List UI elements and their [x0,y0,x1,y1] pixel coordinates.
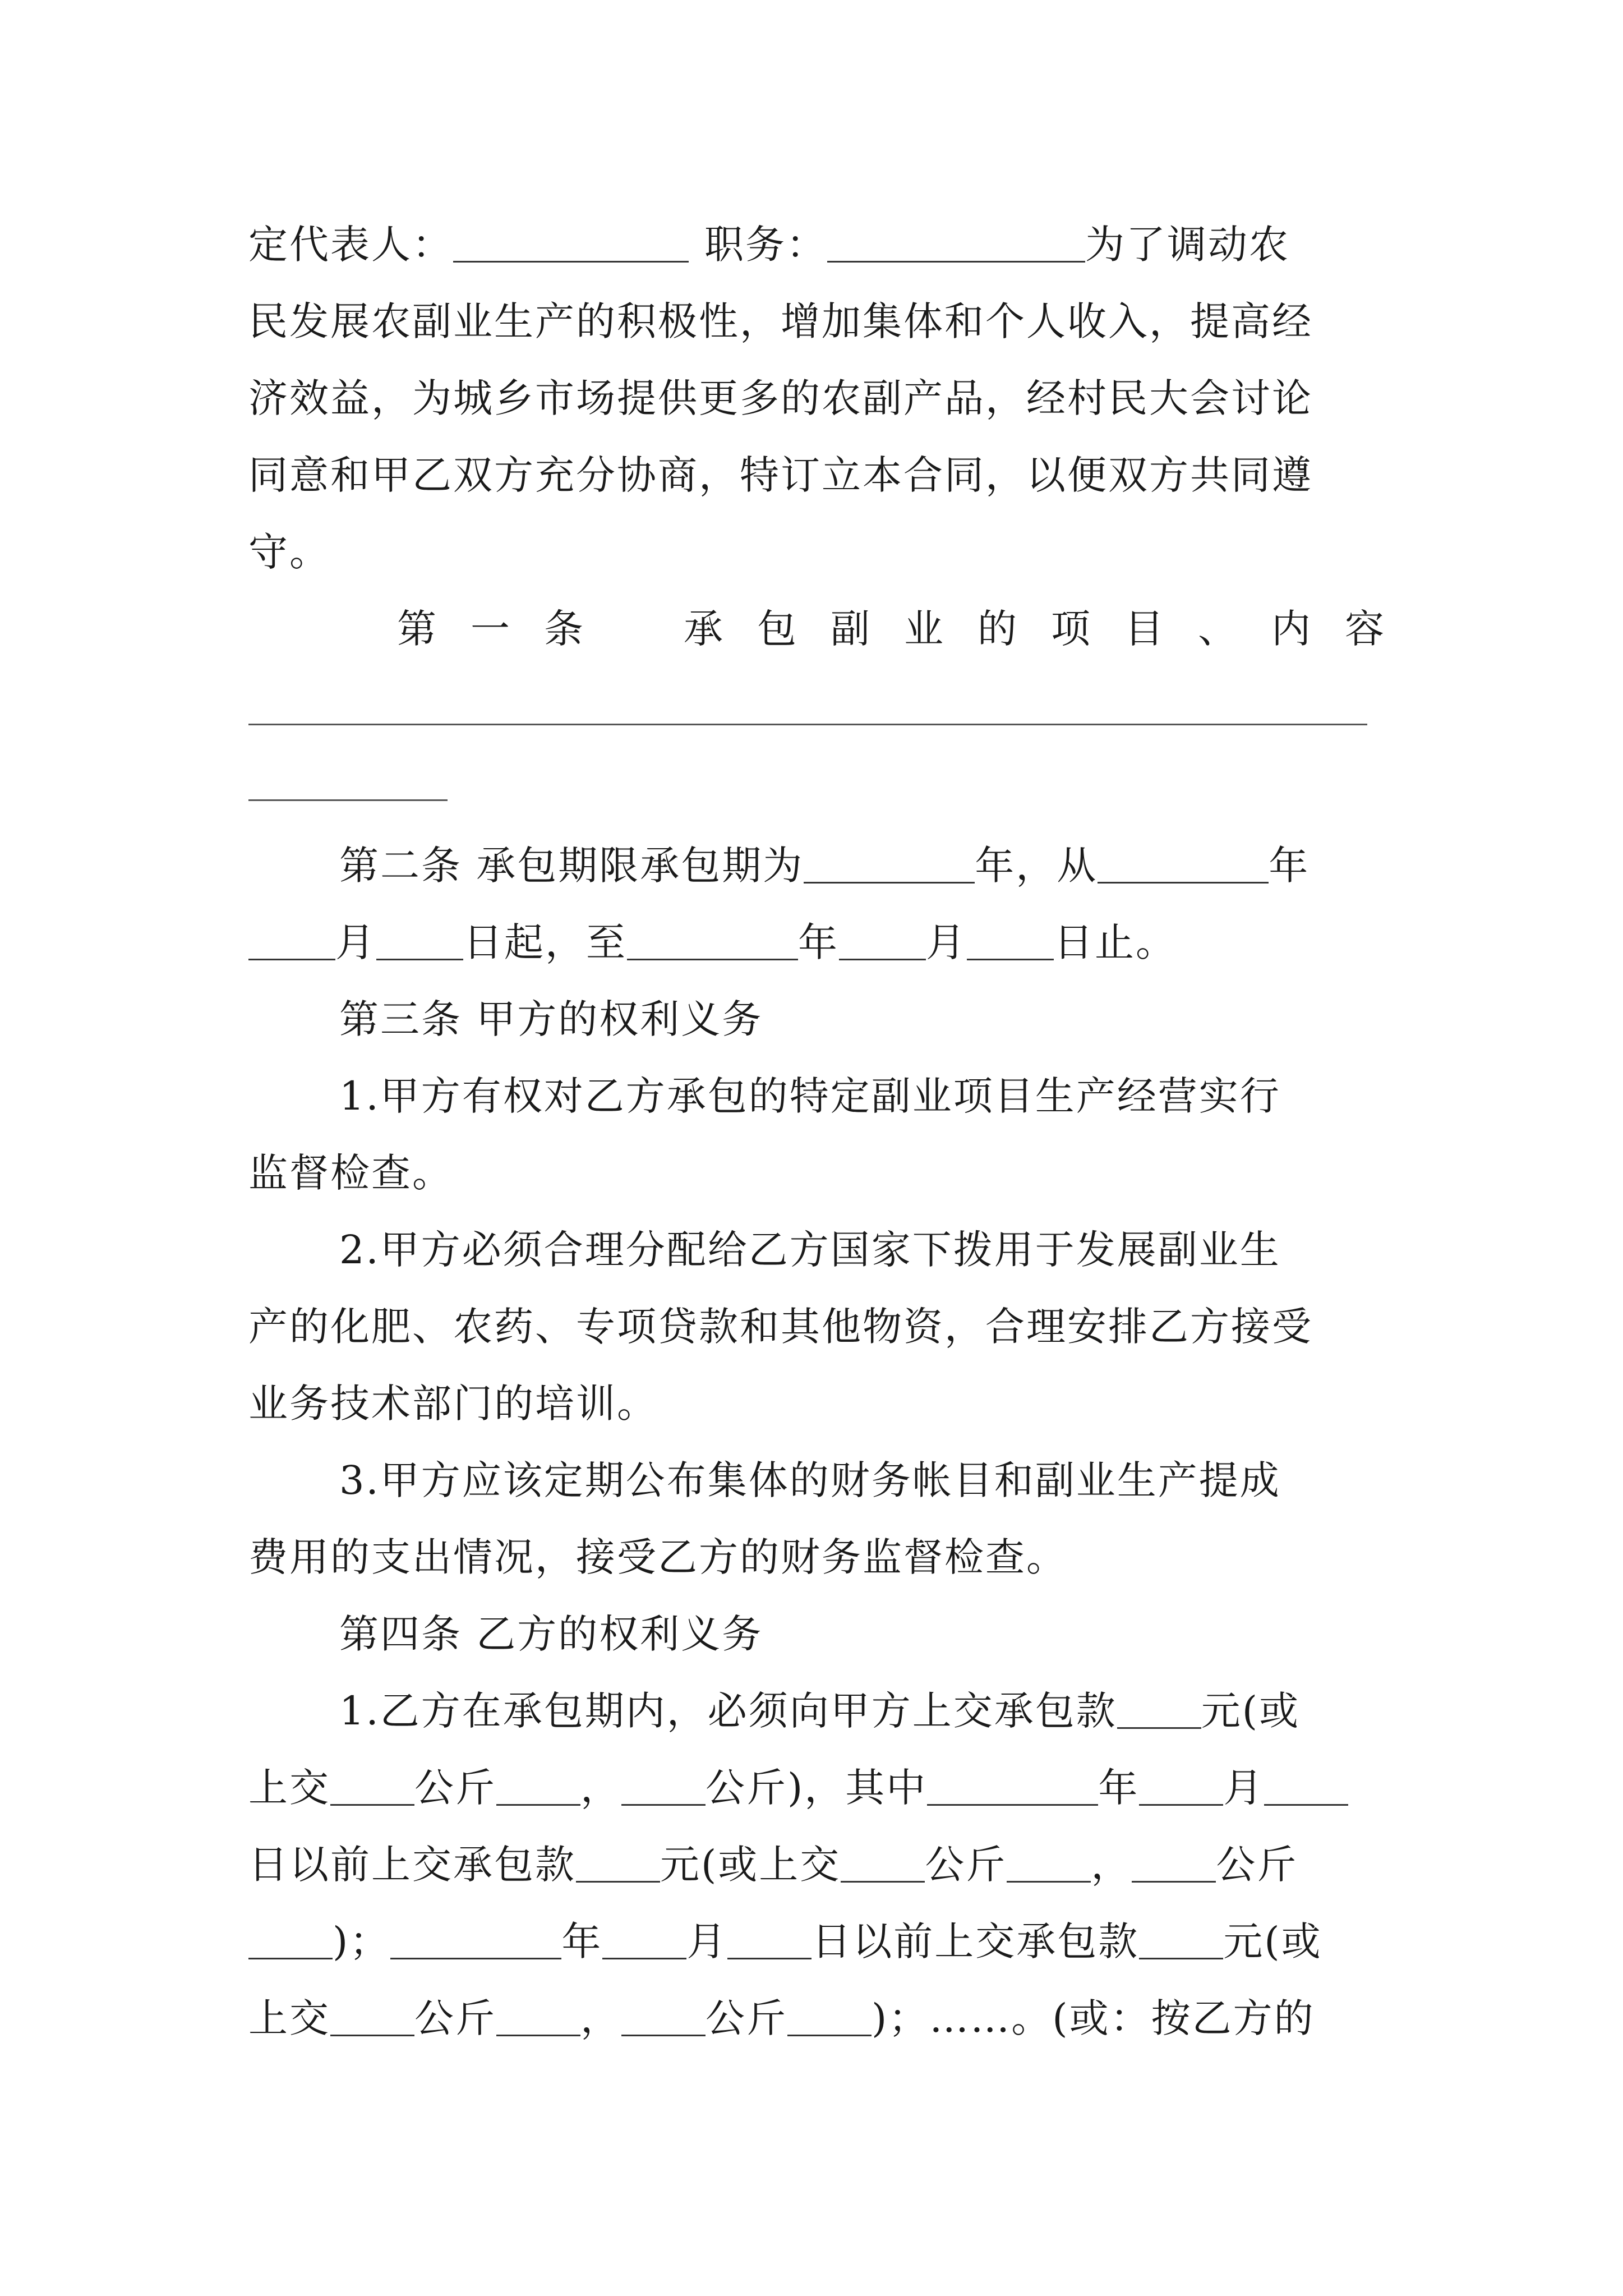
blank-end-month [839,919,926,960]
label-position: 职务： [704,222,827,268]
paragraph-line: 同意和甲乙双方充分协商，特订立本合同，以便双方共同遵 [248,452,1313,498]
title-char: 项 [1051,606,1092,652]
text-segment: ， [580,1995,621,2041]
title-char: 包 [757,606,798,652]
title-gap [617,591,651,668]
blank-position [827,222,1085,263]
text-segment: 公斤)，其中 [706,1765,928,1811]
article-4-item-1 [248,1980,1315,2057]
text-segment: 为了调动农 [1085,222,1290,268]
text-segment: ， [580,1765,621,1811]
blank-month [1139,1765,1223,1806]
text-segment: 月 [335,919,376,965]
blank-amount [1139,1918,1223,1959]
article-4-item-1 [248,1750,1348,1826]
article-1-content-line-short [248,799,448,801]
article-4-item-1 [248,1903,1322,1980]
article-1-content-line [248,724,1367,725]
text-segment: ， [1091,1842,1132,1888]
text-segment: 日以前上交承包款 [248,1842,576,1888]
title-char: 内 [1271,606,1312,652]
blank-kg [621,1995,706,2036]
article-2-line [339,827,1310,904]
title-char: 目 [1124,606,1165,652]
title-char: 业 [904,606,945,652]
text-segment: 公斤 [706,1995,787,2041]
text-segment: 年 [561,1918,603,1964]
blank-legal-representative [453,222,689,263]
blank-day [1264,1765,1348,1806]
article-3-item-2: 业务技术部门的培训。 [248,1381,658,1427]
text-segment: 年，从 [975,843,1098,889]
blank-end-year [627,919,798,960]
title-char: 条 [544,606,585,652]
blank-amount [576,1842,660,1883]
blank-year [390,1918,561,1959]
blank-item [496,1765,580,1806]
blank-kg [330,1995,414,2036]
blank-end-day [967,919,1054,960]
blank-year [927,1765,1098,1806]
title-char: 副 [831,606,872,652]
blank-start-month [248,919,335,960]
text-segment: 1.乙方在承包期内，必须向甲方上交承包款 [339,1688,1117,1734]
blank-kg [330,1765,414,1806]
blank-start-day [376,919,463,960]
title-char: 承 [684,606,725,652]
article-3-item-1: 1.甲方有权对乙方承包的特定副业项目生产经营实行 [339,1073,1281,1119]
article-3-item-3: 3.甲方应该定期公布集体的财务帐目和副业生产提成 [339,1457,1281,1503]
text-segment: 元(或上交 [660,1842,841,1888]
article-4-title: 第四条 乙方的权利义务 [339,1611,763,1657]
title-char: 容 [1345,606,1386,652]
text-segment: 年 [1269,843,1310,889]
text-segment: 年 [798,919,839,965]
paragraph-line: 守。 [248,529,330,575]
blank-kg [841,1842,925,1883]
label-legal-representative: 定代表人： [248,222,453,268]
blank-item [496,1995,580,2036]
blank-kg [1132,1842,1216,1883]
blank-item [1007,1842,1091,1883]
text-segment: 日止。 [1054,919,1177,965]
article-2-line [248,904,1177,981]
text-segment: 公斤 [925,1842,1007,1888]
text-segment: 月 [686,1918,728,1964]
title-char: 、 [1198,606,1239,652]
article-3-title: 第三条 甲方的权利义务 [339,996,763,1042]
text-segment: 日以前上交承包款 [811,1918,1140,1964]
text-segment: 第二条 承包期限承包期为 [339,843,804,889]
article-4-item-1 [248,1826,1298,1903]
title-char: 一 [471,606,511,652]
text-segment: 月 [1223,1765,1265,1811]
text-segment: 公斤 [1216,1842,1298,1888]
text-segment: 月 [926,919,967,965]
text-segment: 日起，至 [463,919,627,965]
article-4-item-1 [339,1673,1300,1750]
text-segment: 公斤 [414,1995,496,2041]
text-segment: 元(或 [1223,1918,1322,1964]
text-segment: 上交 [248,1765,330,1811]
blank-kg [621,1765,706,1806]
text-segment: )； [333,1918,391,1964]
text-segment: 元(或 [1201,1688,1301,1734]
blank-item [787,1995,872,2036]
blank-item [248,1918,333,1959]
text-segment: 上交 [248,1995,330,2041]
text-segment: 公斤 [414,1765,496,1811]
blank-start-year [1098,843,1269,884]
blank-day [727,1918,811,1959]
paragraph-line [248,206,1290,283]
article-1-title [248,591,1386,668]
paragraph-line: 济效益，为城乡市场提供更多的农副产品，经村民大会讨论 [248,375,1313,421]
title-char: 的 [978,606,1018,652]
blank-years [804,843,975,884]
text-segment: )；……。(或：按乙方的 [872,1995,1315,2041]
blank-amount [1117,1688,1201,1729]
blank-month [602,1918,686,1959]
article-3-item-2: 2.甲方必须合理分配给乙方国家下拨用于发展副业生 [339,1227,1281,1273]
paragraph-line: 民发展农副业生产的积极性，增加集体和个人收入，提高经 [248,298,1313,344]
article-3-item-2: 产的化肥、农药、专项贷款和其他物资，合理安排乙方接受 [248,1304,1313,1350]
article-3-item-3: 费用的支出情况，接受乙方的财务监督检查。 [248,1534,1067,1580]
title-char: 第 [397,606,438,652]
article-3-item-1: 监督检查。 [248,1150,453,1196]
text-segment: 年 [1098,1765,1140,1811]
